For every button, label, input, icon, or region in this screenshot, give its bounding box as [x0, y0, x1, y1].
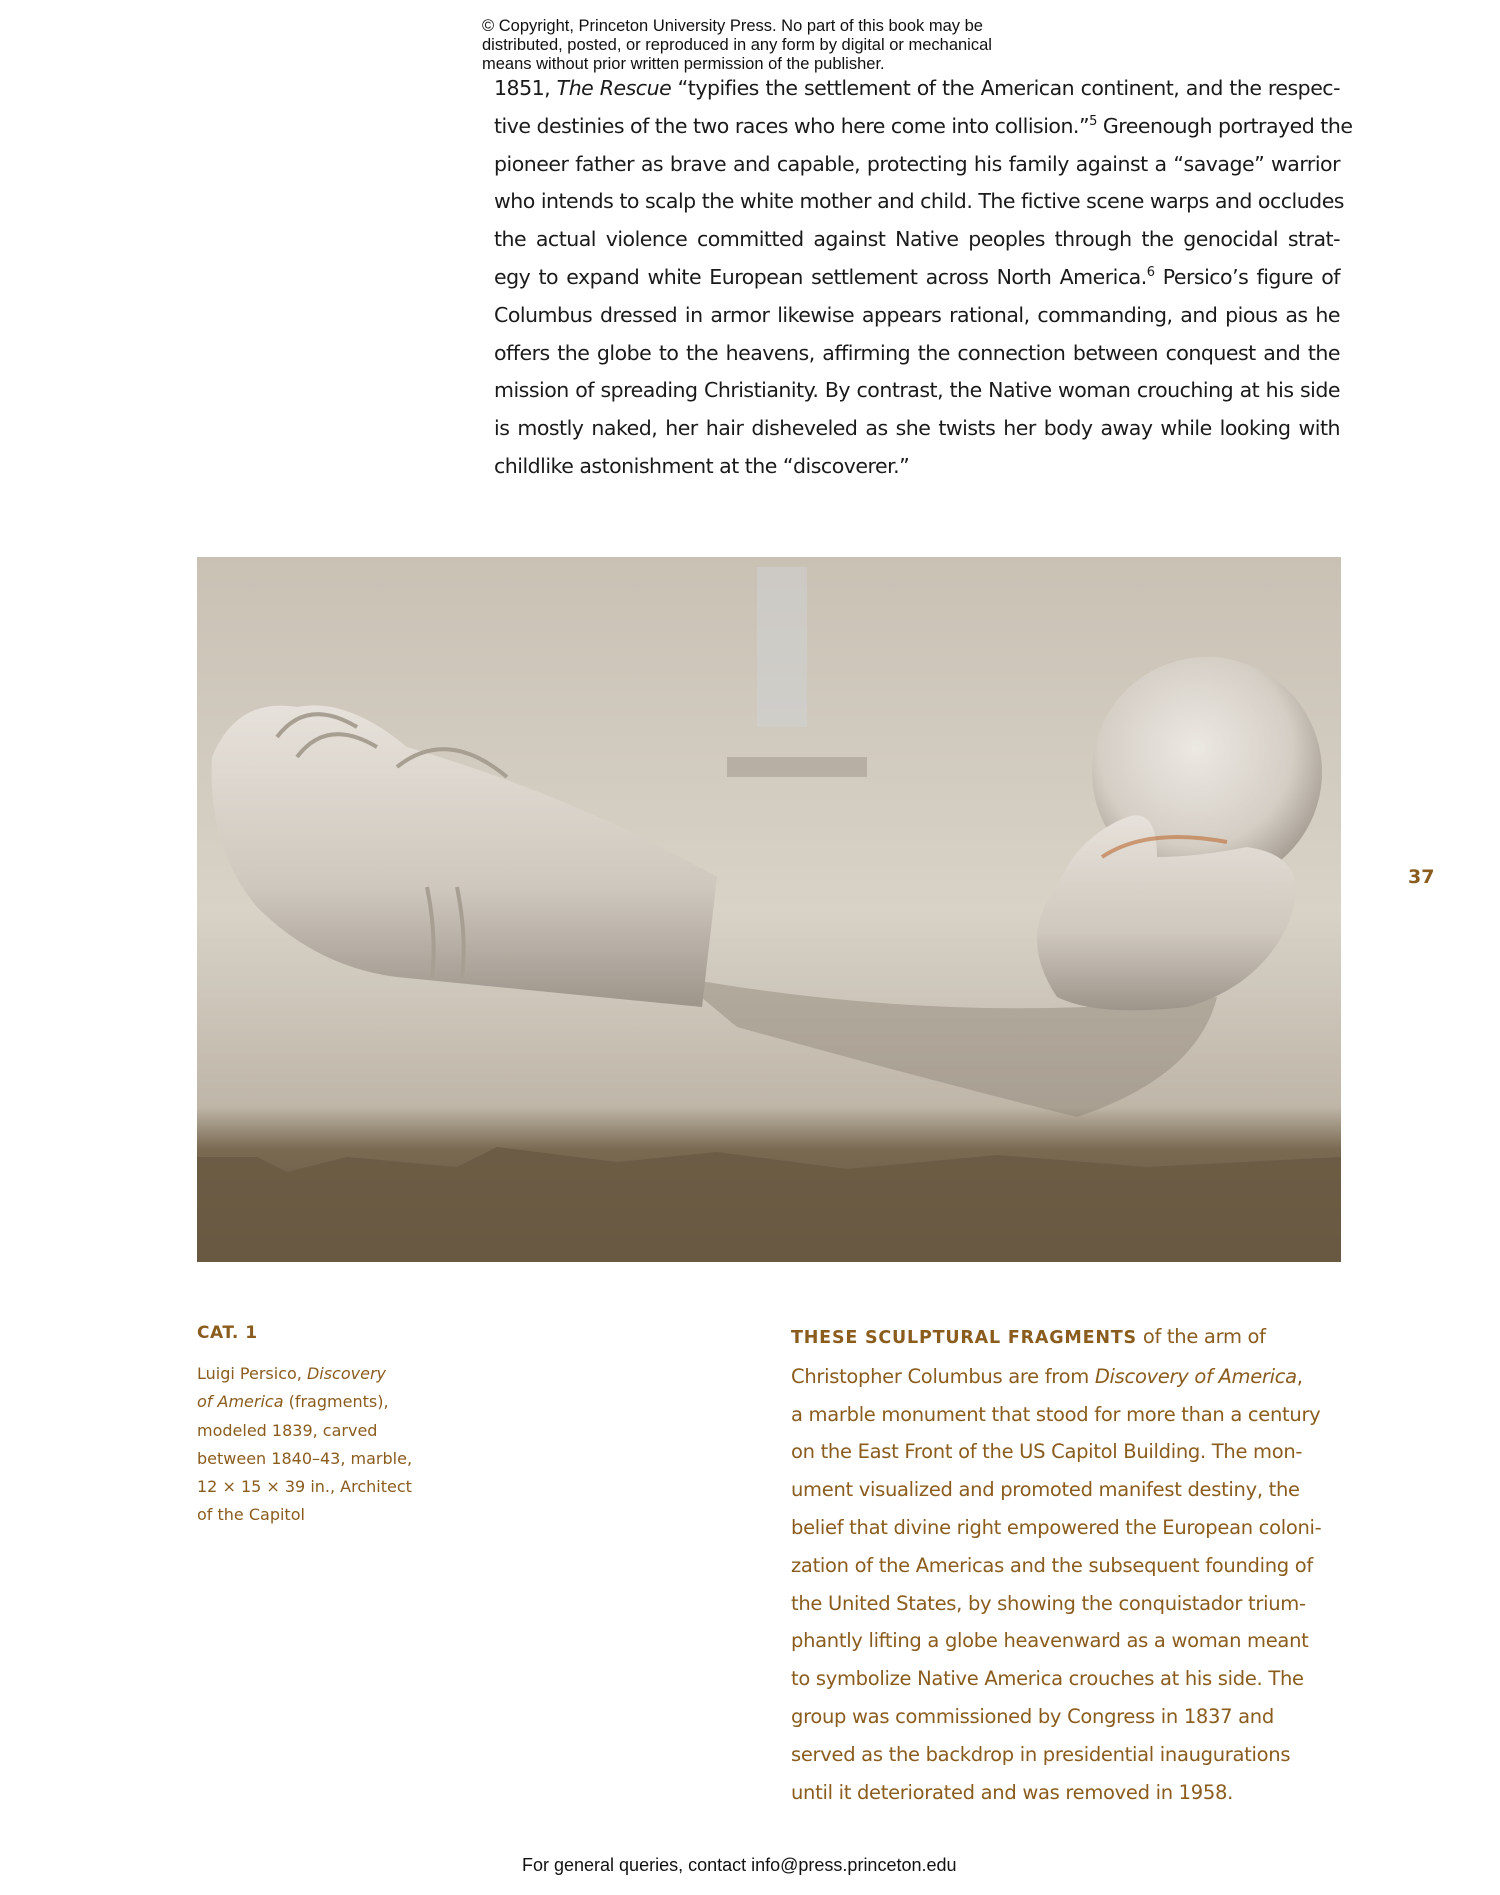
photo-caption [791, 1318, 1343, 1811]
caption-line: Christopher Columbus are from Discovery of America, [791, 1364, 1303, 1388]
caption-line: zation of the Americas and the subsequent founding of [791, 1553, 1313, 1577]
caption-line: ument visualized and promoted manifest destiny, the [791, 1478, 1300, 1502]
caption-line: THESE SCULPTURAL FRAGMENTS of the arm of [791, 1325, 1266, 1348]
text-line: pioneer father as brave and capable, protecting his family against a “savage” warrior [494, 151, 1340, 176]
text-line: who intends to scalp the white mother and child. The fictive scene warps and occludes [494, 189, 1344, 214]
footer-contact: For general queries, contact info@press.princeton.edu [522, 1855, 957, 1875]
credit-line: between 1840–43, marble, [197, 1448, 413, 1468]
footnote-ref[interactable]: 5 [1089, 113, 1097, 129]
credit-line: modeled 1839, carved [197, 1420, 378, 1440]
text-line: the actual violence committed against Native peoples through the genocidal strat- [494, 227, 1340, 252]
credit-line: 12 × 15 × 39 in., Architect [197, 1477, 412, 1497]
footnote-ref[interactable]: 6 [1146, 265, 1155, 281]
copyright-notice [482, 17, 1042, 74]
caption-line: until it deteriorated and was removed in 1958. [791, 1780, 1233, 1804]
text-line: 1851, The Rescue “typifies the settlement of the American continent, and the respec- [494, 76, 1340, 100]
text-line: Columbus dressed in armor likewise appears rational, commanding, and pious as he [494, 302, 1340, 327]
copyright-line: distributed, posted, or reproduced in any form by digital or mechanical [482, 36, 992, 54]
text-line: mission of spreading Christianity. By contrast, the Native woman crouching at his side [494, 378, 1340, 403]
body-paragraph [494, 70, 1353, 486]
copyright-line: means without prior written permission of the publisher. [482, 55, 885, 73]
sculpture-photo [197, 557, 1341, 1262]
credit-line: Luigi Persico, Discovery [197, 1364, 386, 1383]
caption-line: belief that divine right empowered the European coloni- [791, 1515, 1322, 1539]
caption-line: on the East Front of the US Capitol Building. The mon- [791, 1440, 1303, 1464]
caption-line: the United States, by showing the conquistador trium- [791, 1591, 1306, 1615]
caption-line: to symbolize Native America crouches at his side. The [791, 1667, 1304, 1691]
caption-line: phantly lifting a globe heavenward as a woman meant [791, 1629, 1309, 1653]
text-line: egy to expand white European settlement across North America.$^6$ Persico’s figure of [494, 264, 1340, 289]
text-line: is mostly naked, her hair disheveled as she twists her body away while looking with [494, 416, 1340, 441]
text-line: tive destinies of the two races who here come into collision.”$^5$ Greenough portrayed the [494, 113, 1353, 138]
caption-line: a marble monument that stood for more than a century [791, 1402, 1321, 1426]
catalog-label: CAT. 1 [197, 1323, 258, 1343]
caption-line: served as the backdrop in presidential inaugurations [791, 1742, 1291, 1766]
caption-line: group was commissioned by Congress in 1837 and [791, 1704, 1274, 1728]
text-line: childlike astonishment at the “discoverer.” [494, 453, 910, 478]
catalog-credit [197, 1360, 437, 1530]
sculpture-image [197, 557, 1341, 1262]
credit-line: of America (fragments), [197, 1392, 389, 1412]
text-line: offers the globe to the heavens, affirming the connection between conquest and the [494, 340, 1340, 365]
page-number: 37 [1408, 866, 1435, 888]
copyright-line: © Copyright, Princeton University Press. No part of this book may be [482, 17, 983, 35]
credit-line: of the Capitol [197, 1505, 305, 1525]
caption-lead: THESE SCULPTURAL FRAGMENTS [791, 1328, 1137, 1348]
